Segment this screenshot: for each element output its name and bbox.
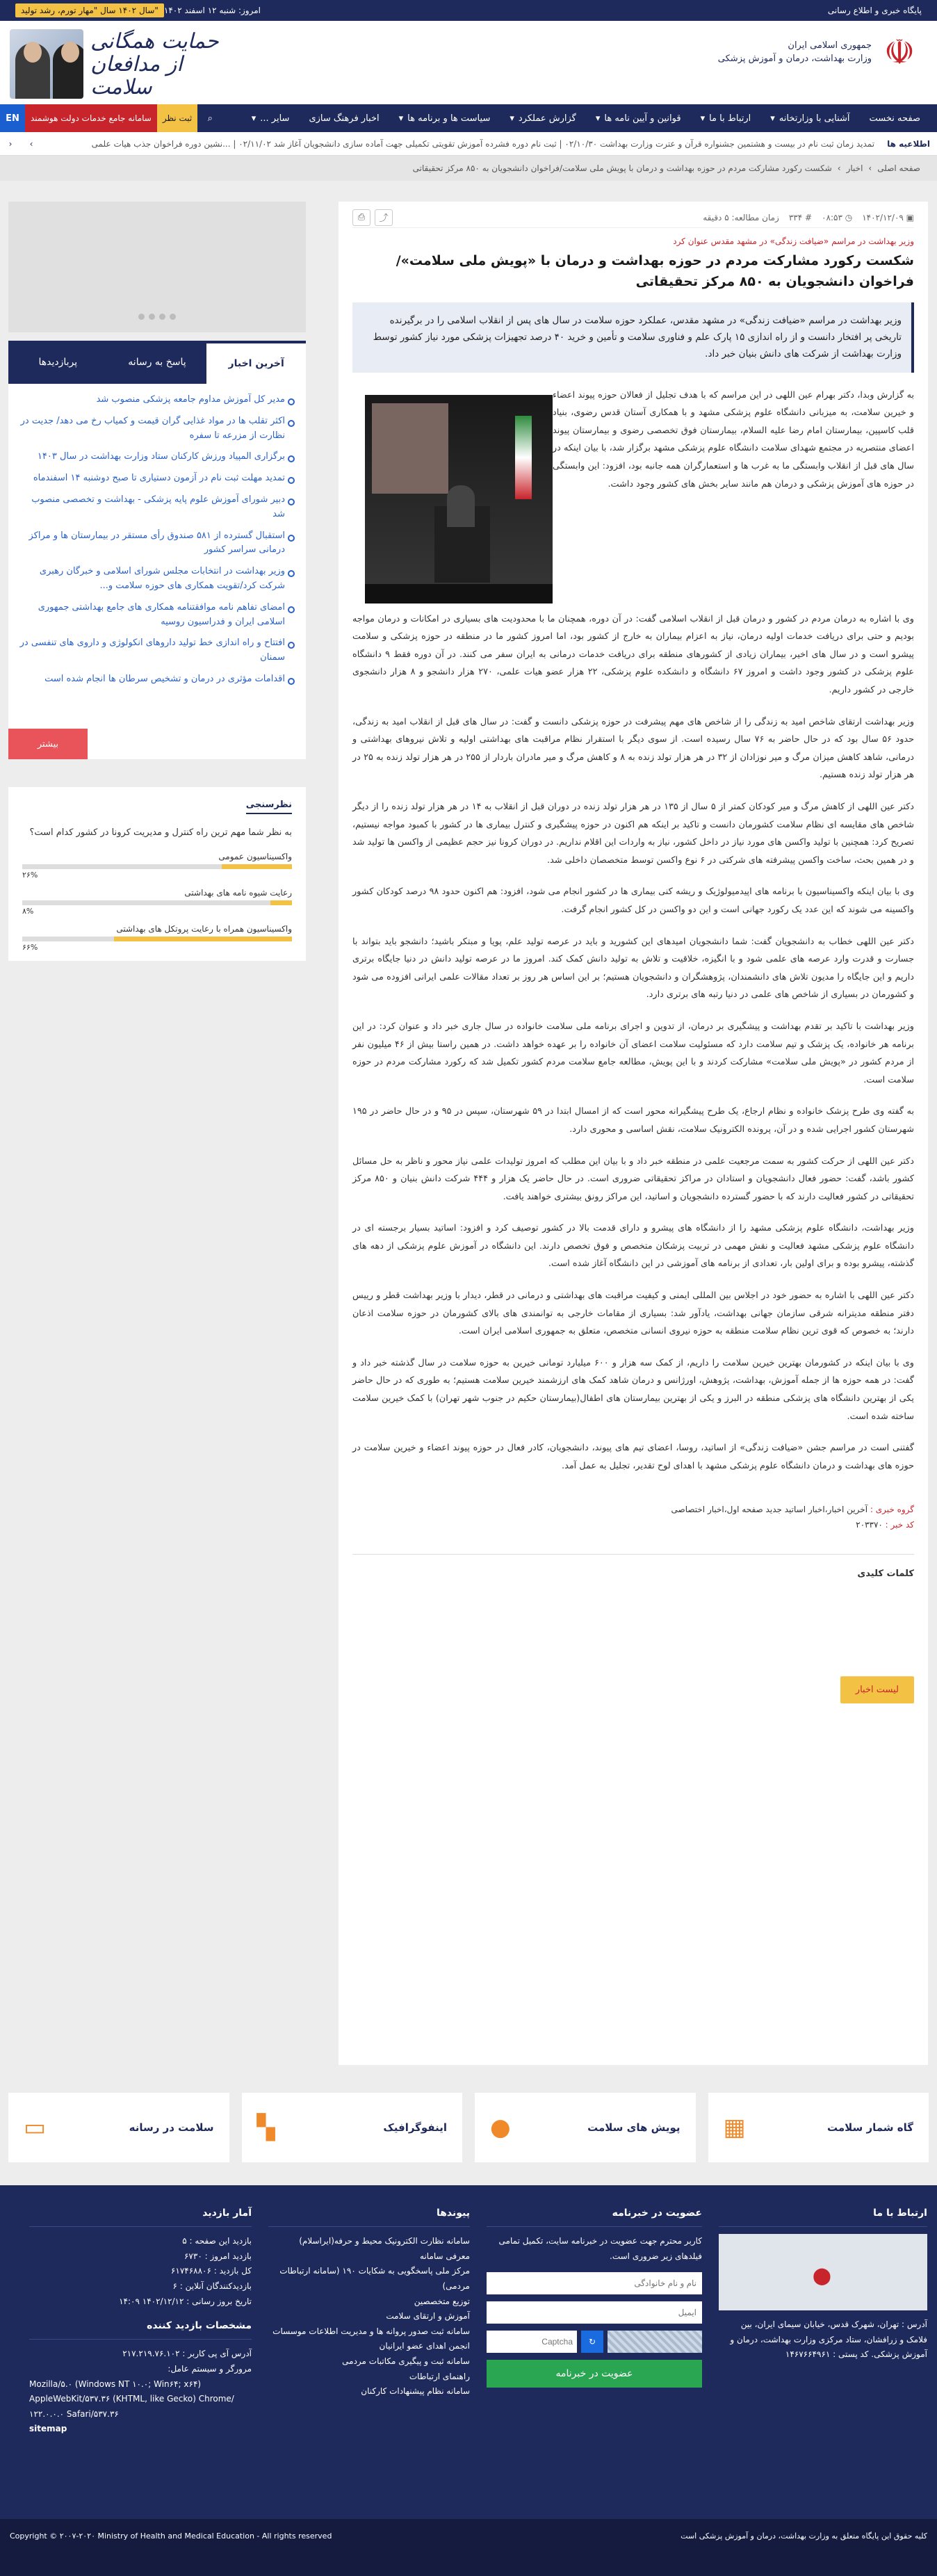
tab-most-viewed[interactable]: پربازدیدها [38, 357, 78, 368]
bottom-bar [0, 2519, 937, 2576]
article-paragraph: وی با اشاره به درمان مردم در کشور و درمان قبل از انقلاب اسلامی گفت: در آن دوره، همچنان ما با محدودیت های بسیاری در امکانات و درمان مواجه بودیم و حتی برای دریافت خدمات اولیه درمان، نیاز به اعزام بیماران به خارج از کشور بود، اما امروز کشور ما در منطقه در حوزه پزشکی و سلامت پیشرو است و در سال های اخیر، بیماران زیادی از کشورهای منطقه برای دریافت خدمات درمانی به ایران سفر می کنند. در آن دوره فقط ۹ دانشگاه علوم پزشکی در کشور وجود داشت و امروز ۶۷ دانشگاه و دانشکده علوم پزشکی، ۲۲ هزار عضو هیات علمی، ۲۷۰ هزار دانشجو و ۸ هزار دانشجوی خارجی در کشور داریم. [352, 613, 914, 696]
service-health-media[interactable] [8, 2093, 229, 2162]
search-icon[interactable]: ⌕ [207, 113, 213, 124]
stat-line: تاریخ بروز رسانی : ۱۴۰۲/۱۲/۱۲ ۱۴:۰۹ [119, 2296, 252, 2306]
footer-links [268, 2205, 470, 2519]
copyright-text: Copyright © ۲۰۰۷-۲۰۲۰ Ministry of Health and Medical Education - All rights reserved [10, 2532, 332, 2541]
topbar-date: امروز: شنبه ۱۲ اسفند ۱۴۰۲ [163, 6, 261, 15]
chevron-down-icon: ▾ [398, 113, 404, 124]
footer-link[interactable]: توزیع متخصصین [414, 2296, 470, 2306]
breadcrumb-current: شکست رکورد مشارکت مردم در حوزه بهداشت و درمان با پویش ملی سلامت/فراخوان دانشجویان به ۸۵۰ مرکز تحقیقاتی [412, 163, 832, 173]
chevron-down-icon: ▾ [770, 113, 775, 124]
tv-icon: ▭ [24, 2114, 47, 2141]
rights-text: کلیه حقوق این پایگاه متعلق به وزارت بهداشت، درمان و آموزش پزشکی است [681, 2532, 927, 2541]
id-icon: # ۳۳۴ [788, 212, 813, 222]
tab-latest[interactable]: آخرین اخبار [206, 341, 306, 384]
topbar-slogan: سال ۱۴۰۲ سال "مهار تورم، رشد تولید" [15, 3, 164, 17]
article-body [352, 387, 914, 1475]
nav-home[interactable]: صفحه نخست [869, 113, 920, 124]
sidebar [8, 202, 306, 961]
article-panel [339, 202, 928, 2065]
poll-bar-fill [270, 900, 292, 905]
article-photo[interactable] [365, 395, 553, 604]
footer-link[interactable]: انجمن اهدای عضو ایرانیان [379, 2341, 470, 2351]
nav-laws[interactable]: قوانین و آیین نامه ها ▾ [595, 113, 681, 124]
slider-dot[interactable] [170, 314, 176, 320]
ministry-line2: وزارت بهداشت، درمان و آموزش پزشکی [717, 54, 872, 64]
ministry-line1: جمهوری اسلامی ایران [788, 40, 872, 51]
captcha-row [487, 2331, 702, 2353]
topbar-site: پایگاه خبری و اطلاع رسانی [827, 6, 922, 15]
newsletter-text: کاربر محترم جهت عضویت در خبرنامه سایت، تکمیل تمامی فیلدهای زیر ضروری است. [498, 2236, 702, 2261]
chevron-down-icon: ▾ [700, 113, 706, 124]
footer-link[interactable]: معرفی سامانه [420, 2251, 470, 2261]
list-item[interactable]: مدیر کل آموزش مداوم جامعه پزشکی منصوب شد [19, 389, 295, 411]
list-item[interactable]: دبیر شورای آموزش علوم پایه پزشکی - بهداشت و تخصصی منصوب شد [19, 489, 295, 526]
newsletter-form [487, 2205, 702, 2519]
captcha-image [608, 2331, 702, 2353]
service-infographic[interactable] [242, 2093, 463, 2162]
article-paragraph: به گزارش وبدا، دکتر بهرام عین اللهی در این مراسم که با هدف تجلیل از فعالان حوزه پیوند اعضاء و خیرین سلامت، به میزبانی دانشگاه علوم پزشکی مشهد و با همکاری آستان قدس رضوی، بنیاد قلب کاسپین، بیمارستان امام رضا علیه السلام، بیمارستان فوق تخصصی رضوی و بیمارستان پیوند اعضای منتصریه در مجتمع شهدای سلامت دانشگاه علوم پزشکی مشهد برگزار شد، با بیان اینکه در سال های قبل از انقلاب وابستگی ما به غرب ها و استعمارگران همه جانبه بود، افزود: این وابستگی در حوزه های آموزش پزشکی و درمان هم مانند سایر بخش های کشور وجود داشت. [553, 389, 914, 489]
infographic-icon: ▚ [256, 2114, 275, 2141]
poll-title: نظرسنجی [246, 800, 292, 814]
site-header [0, 21, 937, 104]
service-label: پویش های سلامت [587, 2121, 681, 2134]
footer-link[interactable]: مرکز ملی پاسخگویی به شکایات ۱۹۰ (سامانه ارتباطات مردمی) [279, 2266, 470, 2291]
article-paragraph: به گفته وی طرح پزشک خانواده و نظام ارجاع، یک طرح پیشگیرانه محور است که از امسال ابتدا در ۵۹ شهرستان، سپس در ۹۵ و در حال حاضر در ۱۹۵ شهرستان کشور اجرایی شده و در آن، پرونده الکترونیک سلامت، نقش اساسی و محوری دارد. [352, 1106, 915, 1135]
stat-line: بازدید امروز : ۶۷۳۰ [184, 2251, 252, 2261]
article-tags [352, 1502, 914, 1532]
article-time: ۰۸:۵۳ [822, 212, 842, 222]
image-slider[interactable] [8, 202, 306, 332]
captcha-input[interactable] [487, 2331, 577, 2353]
sitemap-link[interactable]: sitemap [29, 2424, 67, 2434]
keywords-heading: کلمات کلیدی [857, 1568, 914, 1579]
poll-option[interactable] [22, 924, 292, 952]
article-paragraph: گفتنی است در مراسم جشن «ضیافت زندگی» از اساتید، روسا، اعضای تیم های پیوند، دانشجویان، کادر فعال در حوزه پیوند اعضاء و خیرین سلامت در حوزه های بهداشت و درمان دانشگاه علوم پزشکی مشهد با اهدای لوح تقدیر، تجلیل به عمل آمد. [352, 1443, 914, 1471]
article-lead: وزیر بهداشت در مراسم «ضیافت زندگی» در مشهد مقدس عنوان کرد [673, 236, 914, 246]
article-paragraph: وی با بیان اینکه در کشورمان بهترین خیرین سلامت را داریم، از کمک سه هزار و ۶۰۰ میلیارد تومانی خیرین به حوزه سلامت در سال گذشته خبر داد و گفت: در همه حوزه ها از جمله آموزش، بهداشت، پژوهش، اورژانس و درمان شاهد کمک های ارزشمند خیرین سلامت هستیم؛ به طوری که در حال حاضر یکی از بهترین دانشگاه های پزشکی منطقه در البرز و یکی از بهترین بیمارستان های اطفال(بیمارستان حکیم در جنوب شهر تهران) با کمک خیرین سلامت ساخته شده است. [352, 1357, 914, 1422]
code-label: کد خبر : [885, 1520, 914, 1530]
emblem-icon: ☫ [883, 32, 915, 72]
poll-option-pct: ۶۶% [22, 943, 38, 953]
main-nav [0, 104, 937, 132]
poll-bar-fill [114, 937, 292, 941]
news-tabs [8, 341, 306, 384]
visitor-ip: آدرس آی پی کاربر : ۲۱۷.۲۱۹.۷۶.۱۰۲ [122, 2349, 252, 2359]
footer-stats [29, 2205, 252, 2519]
map-pin-icon: ⬤ [813, 2265, 831, 2285]
newsletter-title: عضویت در خبرنامه [487, 2205, 702, 2227]
service-health-calendar[interactable] [708, 2093, 929, 2162]
article-summary: وزیر بهداشت در مراسم «ضیافت زندگی» در مشهد مقدس، عملکرد حوزه سلامت در سال های پس از انقلاب اسلامی را در برگیرنده تاریخی پر افتخار دانست و از راه اندازی ۱۵ پارک علم و فناوری سلامت و تأمین و خرید ۴۰ درصد تجهیزات پزشکی مورد نیاز کشور توسط وزارت بهداشت از شرکت های دانش بنیان خبر داد. [352, 302, 914, 373]
service-health-campaigns[interactable] [475, 2093, 696, 2162]
poll-option-label: واکسیناسیون همراه با رعایت پروتکل های بهداشتی [116, 924, 292, 934]
breadcrumb: صفحه اصلی › اخبار › شکست رکورد مشارکت مردم در حوزه بهداشت و درمان با پویش ملی سلامت/فراخوان دانشجویان به ۸۵۰ مرکز تحقیقاتی [0, 156, 937, 181]
footer-address: آدرس : تهران، شهرک قدس، خیابان سیمای ایران، بین فلامک و زرافشان، ستاد مرکزی وزارت بهداشت، درمان و آموزش پزشکی. کد پستی : ۱۴۶۷۶۶۴۹۶۱ [730, 2319, 927, 2360]
campaign-banner [10, 26, 232, 102]
footer-link[interactable]: سامانه ثبت صدور پروانه ها و مدیریت اطلاعات موسسات [272, 2326, 470, 2336]
nav-reports[interactable]: گزارش عملکرد ▾ [510, 113, 576, 124]
nav-policies[interactable]: سیاست ها و برنامه ها ▾ [398, 113, 491, 124]
group-value[interactable]: آخرین اخبار،اخبار اساتید جدید صفحه اول،اخبار اختصاصی [671, 1505, 868, 1515]
slider-dot[interactable] [138, 314, 145, 320]
footer-contact-title: ارتباط با ما [719, 2205, 927, 2227]
poll-option-pct: ۲۶% [22, 870, 38, 880]
subscribe-button[interactable]: عضویت در خبرنامه [487, 2360, 702, 2388]
service-label: اینفوگرافیک [383, 2121, 447, 2134]
article-paragraph: وزیر بهداشت با تاکید بر تقدم بهداشت و پیشگیری بر درمان، از تدوین و اجرای برنامه ملی سلامت خانواده در سال جاری خبر داد و عنوان کرد: در این برنامه هر خانواده، یک پزشک و تیم سلامت دارد که مسئولیت سلامت اعضای آن خانواده را بر عهده خواهد داشت. در همین راستا بیش از ۴۶ میلیون نفر از مردم کشور در «پویش ملی سلامت» مشارکت کردند و با این پویش، مطالعه جامع سلامت مردم کشور تکمیل شد که رکورد مشارکت مردم در حوزه سلامت است. [352, 1021, 914, 1085]
list-item[interactable]: برگزاری المپیاد ورزش کارکنان ستاد وزارت بهداشت در سال ۱۴۰۳ [19, 446, 295, 468]
footer-link[interactable]: سامانه نظارت الکترونیک محیط و حرفه(ایراسلام) [299, 2236, 470, 2246]
calendar-icon: ▣ ۱۴۰۲/۱۲/۰۹ [862, 212, 914, 222]
stat-line: بازدیدکنندگان آنلاین : ۶ [172, 2281, 252, 2291]
stat-line: کل بازدید : ۶۱۷۴۶۸۸۰۶ [170, 2266, 252, 2276]
list-item[interactable]: استقبال گسترده از ۵۸۱ صندوق رأی مستقر در بیمارستان ها و مراکز درمانی سراسر کشور [19, 526, 295, 562]
campaign-slogan: حمایت همگانی از مدافعان سلامت [90, 29, 219, 99]
poll-option-pct: ۸% [22, 907, 34, 916]
article-tools [352, 209, 393, 226]
nav-contact[interactable]: ارتباط با ما ▾ [700, 113, 751, 124]
footer-link[interactable]: سامانه نظام پیشنهادات کارکنان [361, 2386, 470, 2397]
chevron-left-icon[interactable]: ‹ [8, 138, 13, 149]
services-row [8, 2093, 929, 2162]
stat-line: بازدید این صفحه : ۵ [182, 2236, 252, 2246]
poll-question: به نظر شما مهم ترین راه کنترل و مدیریت کرونا در کشور کدام است؟ [29, 827, 292, 838]
poll-option-label: رعایت شیوه نامه های بهداشتی [184, 888, 292, 898]
tab-media-response[interactable]: پاسخ به رسانه [128, 357, 186, 368]
breadcrumb-news[interactable]: اخبار [846, 163, 863, 173]
nav-more[interactable]: سایر ... ▾ [251, 113, 290, 124]
list-item[interactable]: وزیر بهداشت در انتخابات مجلس شورای اسلامی و خبرگان رهبری شرکت کرد/تقویت همکاری های حوزه سلامت و... [19, 561, 295, 597]
poll-box [8, 787, 306, 961]
announcement-ticker [0, 132, 937, 156]
email-field[interactable] [487, 2301, 702, 2324]
poll-bar-fill [222, 864, 292, 869]
clock-icon: ◷ ۰۸:۵۳ [822, 212, 853, 222]
apple-icon: ● [490, 2114, 511, 2141]
more-button[interactable]: بیشتر [8, 729, 88, 759]
nav-about[interactable]: آشنایی با وزارتخانه ▾ [770, 113, 850, 124]
article-paragraph: دکتر عین اللهی از حرکت کشور به سمت مرجعیت علمی در منطقه خبر داد و با بیان این مطلب که امروز تولیدات علمی نیاز محور و ناظر به حل مسائل کشور باشد، گفت: حضور فعال دانشجویان و استادان در مراکز تحقیقاتی ضروری است. در حال حاضر یک هزار و ۴۴۴ شرکت دانش بنیان و ۸۵۰ مرکز تحقیقاتی در کشور فعالیت دارند که با حضور گسترده دانشجویان و اساتید، این مراکز رونق بیشتری خواهند یافت. [352, 1156, 915, 1202]
list-item[interactable]: تمدید مهلت ثبت نام در آزمون دستیاری تا صبح دوشنبه ۱۴ اسفندماه [19, 468, 295, 489]
article-date: ۱۴۰۲/۱۲/۰۹ [862, 212, 904, 222]
calendar-icon: ▦ [723, 2114, 746, 2141]
chevron-right-icon[interactable]: › [29, 138, 33, 149]
leaders-portrait [10, 29, 83, 99]
browser-label: مرورگر و سیستم عامل: [168, 2363, 252, 2374]
chevron-down-icon: ▾ [510, 113, 514, 124]
footer-contact [719, 2205, 927, 2519]
chevron-down-icon: ▾ [595, 113, 601, 124]
feedback-button[interactable]: ثبت نظر [157, 104, 197, 132]
footer-link[interactable]: راهنمای ارتباطات [409, 2371, 470, 2381]
list-item[interactable]: افتتاح و راه اندازی خط تولید داروهای انکولوژی و داروی های تنفسی در سمنان [19, 633, 295, 669]
ministry-logo[interactable] [718, 28, 920, 76]
service-label: گاه شمار سلامت [826, 2121, 913, 2134]
list-item[interactable]: اقدامات مؤثری در درمان و تشخیص سرطان ها انجام شده است [19, 669, 295, 690]
list-item[interactable]: اکثر تقلب ها در مواد غذایی گران قیمت و کمیاب رخ می دهد/ جدیت در نظارت از مزرعه تا سفره [19, 411, 295, 447]
article-paragraph: دکتر عین اللهی خطاب به دانشجویان گفت: شما دانشجویان امیدهای این کشورید و باید در عرصه تولید علم، پویا و مبتکر باشید؛ دانشجو باید بتواند با جسارت و قدرت وارد عرصه های علمی شود و با انگیزه، خلاقیت و تلاش به تولید دانش کمک کند. امروز ما در عرصه تولید دانش در دنیا جایگاه برتری داریم و این جایگاه را مدیون تلاش های دانشمندان، پژوهشگران و دانشجویان هستیم؛ بر این اساس هر روز بر تعداد مقالات علمی ایرانی افزوده می شود و کشورمان در بسیاری از شاخص های علمی در دنیا رتبه های برتری دارد. [352, 936, 914, 1001]
nav-tools [0, 104, 222, 132]
poll-option[interactable] [22, 888, 292, 916]
refresh-icon[interactable]: ↻ [581, 2331, 603, 2353]
visitor-title: مشخصات بازدید کننده [29, 2317, 252, 2340]
user-agent: Mozilla/۵.۰ (Windows NT ۱۰.۰; Win۶۴; x۶۴) AppleWebKit/۵۳۷.۳۶ (KHTML, like Gecko) Chrome/۱۲۲.۰.۰.۰ Safari/۵۳۷.۳۶ [29, 2379, 234, 2419]
poll-option[interactable] [22, 852, 292, 880]
footer-links-title: پیوندها [268, 2205, 470, 2227]
latest-news-list [8, 384, 306, 759]
breadcrumb-home[interactable]: صفحه اصلی [877, 163, 920, 173]
list-item[interactable]: امضای تفاهم نامه موافقتنامه همکاری های جامع بهداشتی جمهوری اسلامی ایران و فدراسیون روسیه [19, 597, 295, 633]
smart-services-link[interactable]: سامانه جامع خدمات دولت هوشمند [25, 104, 157, 132]
article-paragraph: وزیر بهداشت، دانشگاه علوم پزشکی مشهد را از دانشگاه های پیشرو و دارای قدمت بالا در کشور توصیف کرد و افزود: اساتید بسیار برجسته ای در دانشگاه علوم پزشکی مشهد فعالیت و نقش مهمی در تربیت پزشکان متخصص و فوق تخصص دارند. این دانشگاه در آموزش علوم پزشکی از دهه های گذشته، پیشرو بوده و برای اولین بار، تعدادی از برنامه های آموزشی در این دانشگاه آغاز شده است. [352, 1223, 914, 1270]
ticker-text[interactable]: تمدید زمان ثبت نام در بیست و هشتمین جشنواره قرآن و عترت وزارت بهداشت ۰۲/۱۰/۳۰ | ثبت نام دوره فشرده آموزش تقویتی تکمیلی جهت آماده سازی دانشجویان آغاز شد ۰۲/۱۱/۰۲ | ...نشین دوره فراخوان جذب هیات علمی [91, 138, 875, 149]
slider-dot[interactable] [159, 314, 165, 320]
article-meta [352, 207, 914, 228]
article-code: ۳۳۴ [788, 212, 803, 222]
article-paragraph: وی با بیان اینکه واکسیناسیون با برنامه های اپیدمیولوژیک و ریشه کنی بیماری ها در کشور انجام می شود، افزود: هم اکنون حدود ۹۸ درصد کودکان کشور واکسینه می شوند که این عدد یک رکورد جهانی است و این دو واکسن در کل کشور انجام گرفت. [352, 886, 914, 915]
reading-time: زمان مطالعه: ۵ دقیقه [703, 212, 779, 222]
poll-option-label: واکسیناسیون عمومی [218, 852, 292, 862]
article-paragraph: وزیر بهداشت ارتقای شاخص امید به زندگی را از شاخص های مهم پیشرفت در حوزه پزشکی دانست و گفت: در سال های قبل از انقلاب امید به زندگی، حدود ۵۶ سال بود که در حال حاضر به ۷۶ سال رسیده است. از سوی دیگر با استقرار نظام مراقبت های بهداشتی اولیه و تلاش نیروهای بهداشتی و درمانی، شاهد کاهش میزان مرگ و میر نوزادان از ۳۲ در هر هزار تولد زنده به ۸ و کاهش مرگ و میر مادران باردار از ۲۵۵ در هر هزار تولد زنده به ۲۵ در هر هزار تولد زنده هستیم. [352, 716, 915, 781]
article-title: شکست رکورد مشارکت مردم در حوزه بهداشت و درمان با «پویش ملی سلامت»/ فراخوان دانشجویان به ۸۵۰ مرکز تحقیقاتی [396, 253, 914, 290]
name-field[interactable] [487, 2272, 702, 2294]
stats-title: آمار بازدید [29, 2205, 252, 2227]
service-label: سلامت در رسانه [129, 2121, 214, 2134]
article-paragraph: دکتر عین اللهی با اشاره به حضور خود در اجلاس بین المللی ایمنی و کیفیت مراقبت های بهداشتی و درمانی در قطر، دیدار با وزیر بهداشت قطر و رییس دفتر منطقه مدیترانه شرقی سازمان جهانی بهداشت، یادآور شد: بسیاری از مقامات خارجی به توانمندی های بالای کشورمان در حوزه سلامت اذعان دارند؛ به خصوص که قوی ترین نظام سلامت منطقه به حوزه نیروی انسانی متخصص، متعلق به جمهوری اسلامی ایران است. [352, 1290, 914, 1337]
share-icon[interactable]: ⤴ [375, 209, 393, 226]
site-footer [0, 2185, 937, 2519]
chevron-down-icon: ▾ [251, 113, 256, 124]
group-label: گروه خبری : [870, 1505, 914, 1515]
location-map[interactable] [719, 2234, 927, 2310]
english-link[interactable]: EN [0, 104, 25, 132]
footer-link[interactable]: آموزش و ارتقای سلامت [386, 2311, 470, 2322]
ticker-label: اطلاعیه ها [880, 139, 937, 149]
article-paragraph: دکتر عین اللهی از کاهش مرگ و میر کودکان کمتر از ۵ سال از ۱۳۵ در هر هزار تولد زنده در دوران قبل از انقلاب به ۱۴ در هر هزار تولد زنده را از دیگر شاخص های مقایسه ای نظام سلامت کشورمان دانست و تاکید بر اینکه هم اکنون در حوزه پیشگیری و کنترل بیماری ها در کشور با کمبود مواجه نیستیم، تصریح کرد: همچنین با تولید واکسن های مورد نیاز در داخل کشور، نیاز به واردات این اقلام نداریم. در دوران کرونا نیز حجم عظیمی از واکسن ها تولید شد و در همین بحث، ساخت واکسن پیشرفته های شرکتی در ۶ نوع واکسن توسط متخصصان داخلی شد. [352, 802, 914, 866]
slider-dot[interactable] [149, 314, 155, 320]
code-value: ۲۰۳۳۷۰ [856, 1520, 883, 1530]
print-icon[interactable]: ⎙ [352, 209, 370, 226]
footer-link[interactable]: سامانه ثبت و پیگیری مکاتبات مردمی [342, 2356, 470, 2366]
nav-culture-news[interactable]: اخبار فرهنگ سازی [309, 113, 380, 124]
top-bar [0, 0, 937, 21]
news-list-button[interactable]: لیست اخبار [840, 1676, 914, 1703]
